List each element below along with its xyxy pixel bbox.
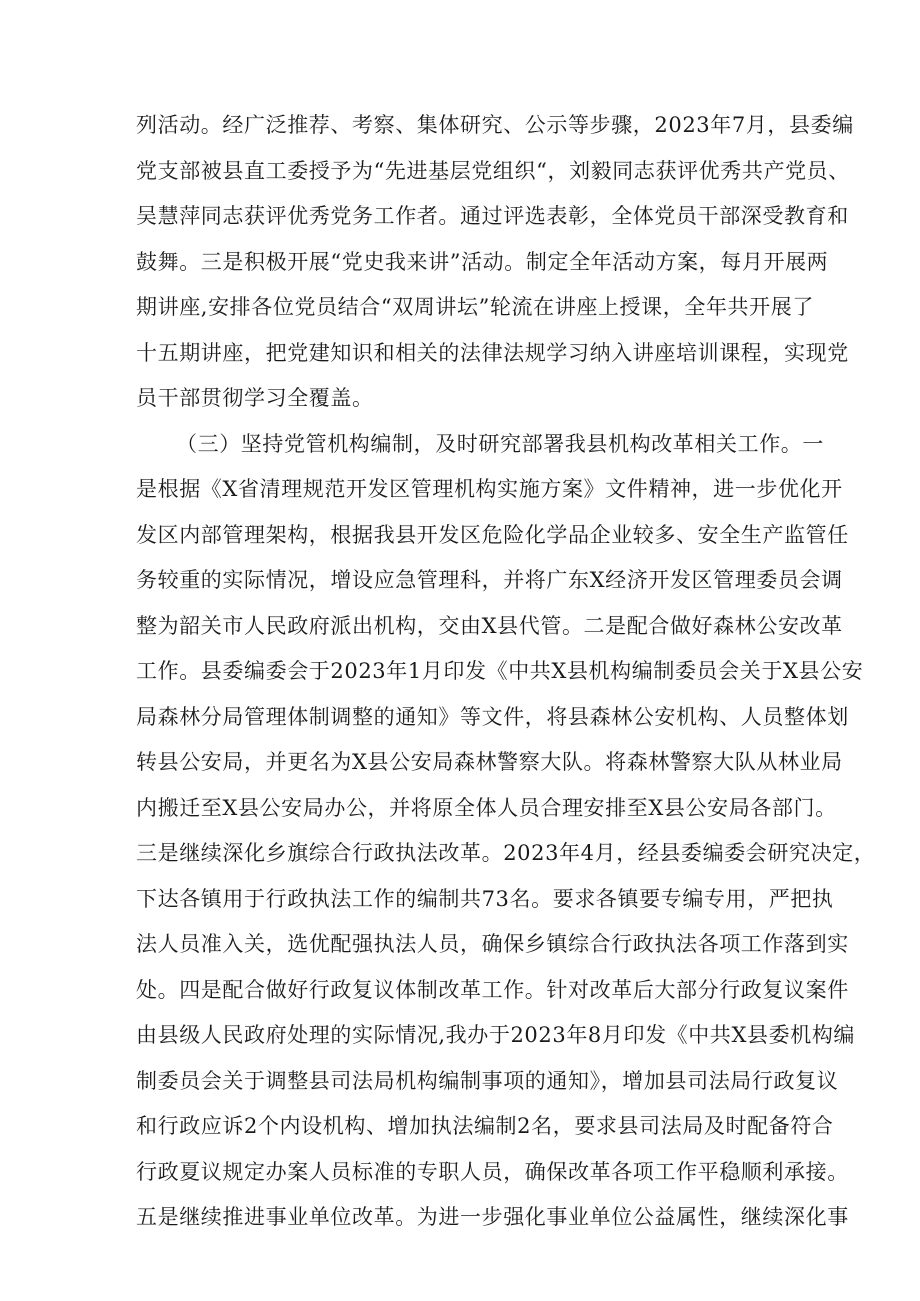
text-line: 行政夏议规定办案人员标准的专职人员，确保改革各项工作平稳顺利承接。 <box>136 1159 849 1184</box>
text-line: 法人员准入关，选优配强执法人员，确保乡镇综合行政执法各项工作落到实 <box>136 932 849 956</box>
text-line: 制委员会关于调整县司法局机构编制事项的通知》，增加县司法局行政复议 <box>136 1068 839 1093</box>
text-line: 工作。县委编委会于2023年1月印发《中共X县机构编制委员会关于X县公安 <box>136 659 864 683</box>
text-line: 党支部被县直工委授予为“先进基层党组织“，刘毅同志获评优秀共产党员、 <box>136 158 850 183</box>
text-line: 和行政应诉2个内设机构、增加执法编制2名，要求县司法局及时配备符合 <box>136 1114 834 1138</box>
text-line: 是根据《X省清理规范开发区管理机构实施方案》文件精神，进一步优化开 <box>136 477 843 501</box>
text-line: 处。四是配合做好行政复议体制改革工作。针对改革后大部分行政复议案件 <box>136 977 849 1002</box>
text-line: 期讲座,安排各位党员结合“双周讲坛”轮流在讲座上授课，全年共开展了 <box>136 295 814 319</box>
text-line: 由县级人民政府处理的实际情况,我办于2023年8月印发《中共X县委机构编 <box>136 1023 856 1047</box>
text-line: 鼓舞。三是积极开展“党史我来讲”活动。制定全年活动方案，每月开展两 <box>136 249 829 274</box>
text-line: 发区内部管理架构，根据我县开发区危险化学品企业较多、安全生产监管任 <box>136 522 849 547</box>
text-line: 十五期讲座，把党建知识和相关的法律法规学习纳入讲座培训课程，实现党 <box>136 340 849 365</box>
text-line: 列活动。经广泛推荐、考察、集体研究、公示等步骤，2023年7月，县委编 <box>136 113 854 137</box>
text-line: 五是继续推进事业单位改革。为进一步强化事业单位公益属性，继续深化事 <box>136 1205 849 1229</box>
text-line: 务较重的实际情况，增设应急管理科，并将广东X经济开发区管理委员会调 <box>136 568 843 592</box>
text-line: 下达各镇用于行政执法工作的编制共73名。要求各镇要专编专用，严把执 <box>136 886 834 911</box>
text-line: 三是继续深化乡旗综合行政执法改革。2023年4月，经县委编委会研究决定， <box>136 841 876 865</box>
text-line: 员干部贯彻学习全覆盖。 <box>136 386 374 410</box>
text-line: 转县公安局，并更名为X县公安局森林警察大队。将森林警察大队从林业局 <box>136 750 843 774</box>
text-line: 局森林分局管理体制调整的通知》等文件，将县森林公安机构、人员整体划 <box>136 704 849 729</box>
text-line: 内搬迁至X县公安局办公，并将原全体人员合理安排至X县公安局各部门。 <box>136 795 837 820</box>
text-line: 吴慧萍同志获评优秀党务工作者。通过评选表彰，全体党员干部深受教育和 <box>136 204 849 228</box>
text-line: （三）坚持党管机构编制，及时研究部署我县机构改革相关工作。一 <box>176 431 824 456</box>
body-text <box>136 103 876 1241</box>
text-line: 整为韶关市人民政府派出机构，交由X县代管。二是配合做好森林公安改革 <box>136 613 843 638</box>
